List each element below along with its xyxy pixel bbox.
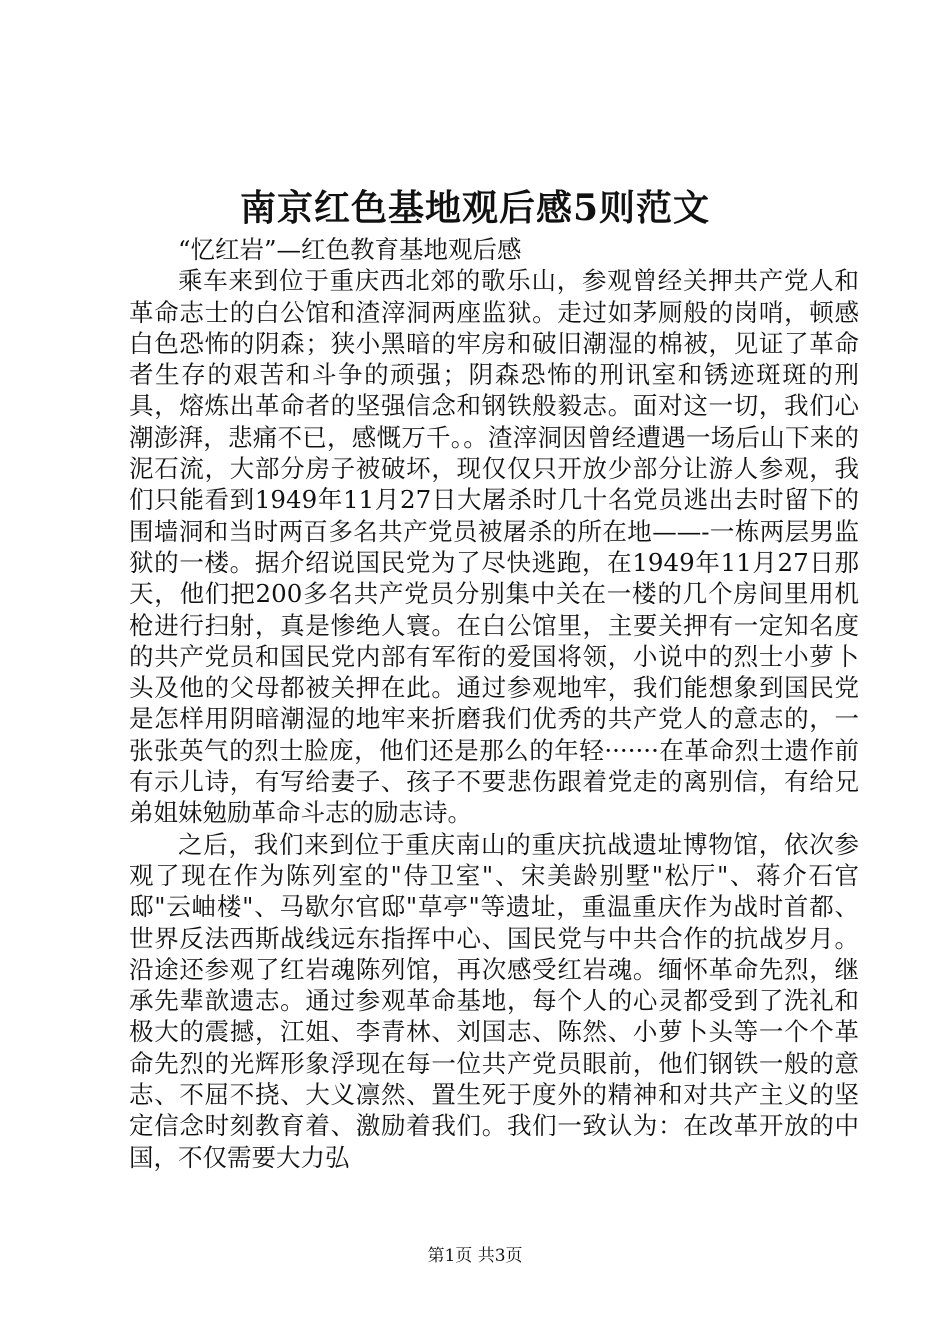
page-footer: 第1页 共3页 (427, 1246, 523, 1266)
document-title: 南京红色基地观后感5则范文 (239, 187, 711, 229)
document-subtitle: “忆红岩”—红色教育基地观后感 (178, 235, 522, 264)
paragraph: 之后，我们来到位于重庆南山的重庆抗战遗址博物馆，依次参观了现在作为陈列室的"侍卫室"、宋美龄别墅"松厅"、蒋介石官邸"云岫楼"、马歇尔官邸"草亭"等遗址，重温重庆作为战时首都、世界反法西斯战线远东指挥中心、国民党与中共合作的抗战岁月。沿途还参观了红岩魂陈列馆，再次感受红岩魂。缅怀革命先烈，继承先辈歆遗志。通过参观革命基地，每个人的心灵都受到了洗礼和极大的震撼，江姐、李青林、刘国志、陈然、小萝卜头等一个个革命先烈的光辉形象浮现在每一位共产党员眼前，他们钢铁一般的意志、不屈不挠、大义凛然、置生死于度外的精神和对共产主义的坚定信念时刻教育着、激励着我们。我们一致认为：在改革开放的中国，不仅需要大力弘 (129, 829, 859, 1172)
paragraph: 乘车来到位于重庆西北郊的歌乐山，参观曾经关押共产党人和革命志士的白公馆和渣滓洞两座监狱。走过如茅厕般的岗哨，顿感白色恐怖的阴森；狭小黑暗的牢房和破旧潮湿的棉被，见证了革命者生存的艰苦和斗争的顽强；阴森恐怖的刑讯室和锈迹斑斑的刑具，熔炼出革命者的坚强信念和钢铁般毅志。面对这一切，我们心潮澎湃，悲痛不已，感慨万千。。渣滓洞因曾经遭遇一场后山下来的泥石流，大部分房子被破坏，现仅仅只开放少部分让游人参观，我们只能看到1949年11月27日大屠杀时几十名党员逃出去时留下的围墙洞和当时两百多名共产党员被屠杀的所在地——-一栋两层男监狱的一楼。据介绍说国民党为了尽快逃跑，在1949年11月27日那天，他们把200多名共产党员分别集中关在一楼的几个房间里用机枪进行扫射，真是惨绝人寰。在白公馆里，主要关押有一定知名度的共产党员和国民党内部有军衔的爱国将领，小说中的烈士小萝卜头及他的父母都被关押在此。通过参观地牢，我们能想象到国民党是怎样用阴暗潮湿的地牢来折磨我们优秀的共产党人的意志的，一张张英气的烈士脸庞，他们还是那么的年轻·······在革命烈士遗作前有示儿诗，有写给妻子、孩子不要悲伤跟着党走的离别信，有给兄弟姐妹勉励革命斗志的励志诗。 (129, 266, 859, 828)
document-body (129, 234, 859, 1173)
